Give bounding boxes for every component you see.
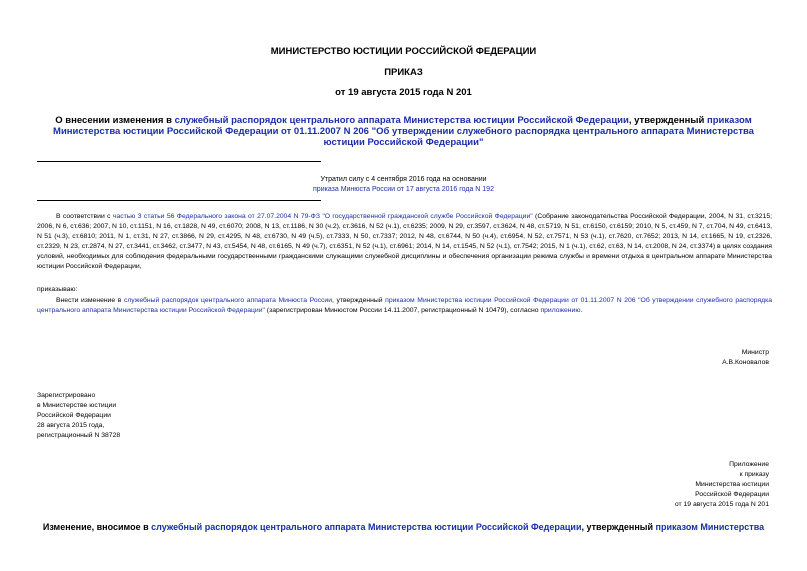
preamble-text: (Собрание законодательства Российской Федерации, 2004, N 31, ст.3215; 2006, N 6, ст.636; 2007, N 10, ст.1151, N 16, ст.1828, N 49, ст.6070; 2008, N 13, ст.1186, N 30 (ч.2), ст.3616, N 52 (ч.1), ст.6235; 2009, N 29, ст.3597, ст.3624, N 48, ст.5719, N 51, ст.6150, ст.6159; 2010, N 5, ст.459, N 7, ст.704, N 49, ст.6413, N 51 (ч.3), ст.6810; 2011, N 1, ст.31, N 27, ст.3866, N 29, ст.4295, N 48, ст.6730, N 49 (ч.5), ст.7333, N 50, ст.7337; 2012, N 48, ст.6744, N 50 (ч.4), ст.6954, N 52, ст.7571, N 53 (ч.1), ст.7620, ст.7652; 2013, N 14, ст.1665, N 19, ст.2326, ст.2329, N 23, ст.2874, N 27, ст.3441, ст.3462, ст.3477, N 43, ст.5454, N 48, ст.6165, N 49 (ч.7), ст.6351, N 52 (ч.1), ст.6961; 2014, N 14, ст.1545, N 52 (ч.1), ст.7542; 2015, N 1 (ч.1), ст.62, ст.63, N 14, ст.2008, N 24, ст.3374) в целях создания условий, необходимых для соблюдения федеральными государственными гражданскими служащими служебной дисциплины и обеспечения организации режима службы и времени отдыха в центральном аппарате Министерства юстиции Российской Федерации, bbox=[37, 213, 773, 270]
signature-block bbox=[722, 348, 769, 368]
registration-line: Зарегистрировано bbox=[37, 392, 96, 399]
title-link-service-rules[interactable]: служебный распорядок центрального аппарата Министерства юстиции Российской Федерации bbox=[174, 115, 629, 126]
preamble-law-link[interactable]: частью 3 статьи 56 Федерального закона от 27.07.2004 N 79-ФЗ "О государственной гражданской службе Российской Федерации" bbox=[112, 213, 533, 220]
order-item-link-rules[interactable]: служебный распорядок центрального аппарата Минюста России bbox=[123, 297, 333, 304]
annex-title-text: , утвержденный bbox=[581, 522, 656, 532]
annex-title bbox=[0, 522, 807, 532]
doc-date: от 19 августа 2015 года N 201 bbox=[335, 87, 472, 98]
divider-bottom bbox=[37, 200, 321, 201]
registration-line: в Министерстве юстиции bbox=[37, 402, 117, 409]
title-link-order-206[interactable]: приказом Министерства юстиции Российской Федерации от 01.11.2007 N 206 "Об утверждении служебного распорядка центрального аппарата Министерства юстиции Российской Федерации" bbox=[53, 115, 754, 148]
annex-line: Министерства юстиции bbox=[695, 481, 769, 488]
registration-line: регистрационный N 38728 bbox=[37, 432, 121, 439]
divider-top bbox=[37, 161, 321, 162]
title-text: О внесении изменения в bbox=[55, 115, 175, 126]
annex-title-link-rules[interactable]: служебный распорядок центрального аппарата Министерства юстиции Российской Федерации bbox=[151, 522, 582, 532]
order-item-text: , утвержденный bbox=[332, 297, 386, 304]
annex-title-link-order[interactable]: приказом Министерства bbox=[655, 522, 765, 532]
annex-line: Российской Федерации bbox=[695, 491, 769, 498]
registration-line: 28 августа 2015 года, bbox=[37, 422, 105, 429]
annex-block bbox=[675, 460, 769, 510]
status-note bbox=[0, 175, 807, 195]
signature-position: Министр bbox=[741, 349, 769, 356]
annex-line: от 19 августа 2015 года N 201 bbox=[674, 501, 769, 508]
title-text: , утвержденный bbox=[628, 115, 707, 126]
doc-type-heading: ПРИКАЗ bbox=[384, 67, 423, 78]
annex-title-text: Изменение, вносимое в bbox=[42, 522, 152, 532]
signature-name: А.В.Коновалов bbox=[722, 359, 769, 366]
status-link[interactable]: приказа Минюста России от 17 августа 2016 года N 192 bbox=[313, 186, 494, 193]
preamble-text: В соответствии с bbox=[56, 213, 113, 220]
registration-line: Российской Федерации bbox=[37, 412, 111, 419]
status-text: Утратил силу с 4 сентября 2016 года на основании bbox=[320, 176, 487, 183]
order-item-text: . bbox=[580, 307, 583, 314]
order-item-paragraph bbox=[37, 296, 772, 316]
order-word: приказываю: bbox=[37, 286, 78, 293]
annex-line: к приказу bbox=[739, 471, 769, 478]
order-item-link-order-206[interactable]: приказом Министерства юстиции Российской Федерации от 01.11.2007 N 206 "Об утверждении служебного распорядка центрального аппарата Министерства юстиции Российской Федерации" bbox=[37, 297, 772, 314]
order-item-text: (зарегистрирован Минюстом России 14.11.2007, регистрационный N 10479), согласно bbox=[264, 307, 541, 314]
preamble-paragraph bbox=[37, 212, 772, 272]
order-item-link-annex[interactable]: приложению bbox=[540, 307, 581, 314]
registration-block bbox=[37, 391, 120, 441]
doc-title bbox=[40, 115, 767, 148]
annex-line: Приложение bbox=[729, 461, 769, 468]
order-item-text: Внести изменение в bbox=[56, 297, 124, 304]
ministry-heading: МИНИСТЕРСТВО ЮСТИЦИИ РОССИЙСКОЙ ФЕДЕРАЦИИ bbox=[270, 46, 537, 57]
